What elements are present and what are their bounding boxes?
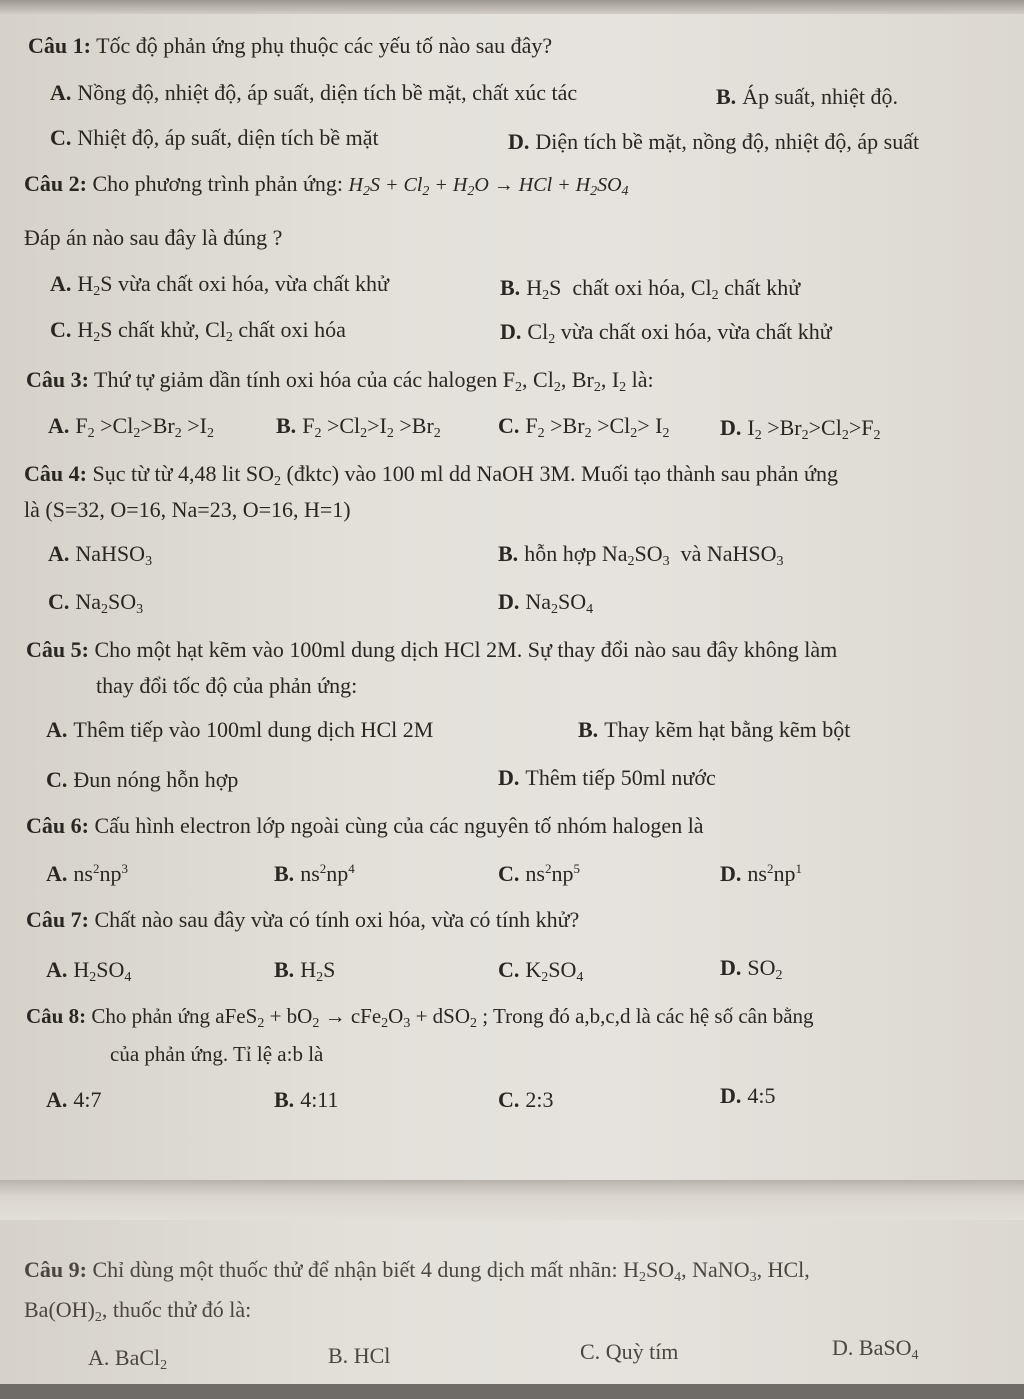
question-8: Câu 8: Cho phản ứng aFeS$_2$ + $bO_2 \to cFe_2O_3 + dSO_2$ ; Trong đó a,b,c,d là các hệ số cân bằng bbox=[26, 1004, 814, 1031]
question-9-option-c: C. Quỳ tím bbox=[580, 1339, 679, 1364]
question-1-text: Tốc độ phản ứng phụ thuộc các yếu tố nào sau đây? bbox=[96, 33, 553, 58]
question-2-subtext: Đáp án nào sau đây là đúng ? bbox=[24, 225, 283, 250]
question-5-option-a: A. Thêm tiếp vào 100ml dung dịch HCl 2M bbox=[46, 717, 434, 742]
question-1-option-c: C. Nhiệt độ, áp suất, diện tích bề mặt bbox=[50, 125, 379, 150]
question-4-option-a: A. NaHSO$_3$ bbox=[48, 541, 153, 569]
question-8-option-a: A. 4:7 bbox=[46, 1087, 102, 1112]
question-3-option-c: C. $F_2 >Br_2 >Cl_2> I_2$ bbox=[498, 413, 670, 441]
question-6-option-c: C. $ns^2np^5$ bbox=[498, 861, 580, 886]
question-9-option-d: D. BaSO$_4$ bbox=[832, 1335, 919, 1363]
question-3-option-b: B. $F_2 >Cl_2>I_2 >Br_2$ bbox=[276, 413, 441, 441]
question-6-option-a: A. $ns^2np^3$ bbox=[46, 861, 128, 886]
question-2-option-c: C. $H_2S$ chất khử, $Cl_2$ chất oxi hóa bbox=[50, 317, 346, 345]
question-5-option-c: C. Đun nóng hỗn hợp bbox=[46, 767, 239, 792]
question-9-line-2: $Ba(OH)_2$, thuốc thử đó là: bbox=[24, 1297, 252, 1325]
question-1-option-b: B. Áp suất, nhiệt độ. bbox=[716, 84, 899, 109]
question-7: Câu 7: Chất nào sau đây vừa có tính oxi hóa, vừa có tính khử? bbox=[26, 907, 580, 932]
question-8-option-b: B. 4:11 bbox=[274, 1087, 339, 1112]
question-1-option-a: A. Nồng độ, nhiệt độ, áp suất, diện tích bề mặt, chất xúc tác bbox=[50, 80, 578, 105]
question-4: Câu 4: Sục từ từ 4,48 lit $SO_2$ (đktc) vào 100 ml dd NaOH 3M. Muối tạo thành sau phản ứng bbox=[24, 461, 838, 489]
question-5-option-d: D. Thêm tiếp 50ml nước bbox=[498, 765, 716, 790]
question-7-option-d: D. $SO_2$ bbox=[720, 955, 783, 983]
question-8-option-d: D. 4:5 bbox=[720, 1083, 776, 1108]
question-9-option-b: B. HCl bbox=[328, 1343, 391, 1368]
question-3-option-d: D. $I_2 >Br_2>Cl_2>F_2$ bbox=[720, 415, 881, 443]
question-9-option-a: A. BaCl$_2$ bbox=[88, 1345, 168, 1373]
question-4-line-2: là (S=32, O=16, Na=23, O=16, H=1) bbox=[24, 497, 351, 522]
question-8-line-2: của phản ứng. Tỉ lệ a:b là bbox=[110, 1042, 324, 1066]
question-3-option-a: A. $F_2 >Cl_2>Br_2 >I_2$ bbox=[48, 413, 214, 441]
question-4-option-b: B. hỗn hợp $Na_2SO_3$ và NaHSO$_3$ bbox=[498, 541, 784, 569]
reaction-equation: $H_2S + Cl_2 + H_2O$ → HCl + $H_2SO_4$ bbox=[348, 174, 629, 199]
question-5-option-b: B. Thay kẽm hạt bằng kẽm bột bbox=[578, 717, 851, 742]
question-7-option-c: C. $K_2SO_4$ bbox=[498, 957, 584, 985]
question-4-option-c: C. $Na_2SO_3$ bbox=[48, 589, 144, 617]
question-1-label: Câu 1: bbox=[28, 33, 91, 58]
question-8-option-c: C. 2:3 bbox=[498, 1087, 554, 1112]
page-divider bbox=[0, 1180, 1024, 1220]
question-6: Câu 6: Cấu hình electron lớp ngoài cùng của các nguyên tố nhóm halogen là bbox=[26, 813, 704, 838]
question-2-option-d: D. $Cl_2$ vừa chất oxi hóa, vừa chất khử bbox=[500, 319, 832, 347]
question-6-option-b: B. $ns^2np^4$ bbox=[274, 861, 355, 886]
bottom-edge bbox=[0, 1384, 1024, 1399]
question-2: Câu 2: Cho phương trình phản ứng: $H_2S + Cl_2 + H_2O$ → HCl + $H_2SO_4$ bbox=[24, 171, 629, 199]
question-2-option-a: A. $H_2S$ vừa chất oxi hóa, vừa chất khử bbox=[50, 271, 389, 299]
question-5: Câu 5: Cho một hạt kẽm vào 100ml dung dịch HCl 2M. Sự thay đổi nào sau đây không làm bbox=[26, 637, 838, 662]
question-9: Câu 9: Chỉ dùng một thuốc thử để nhận biết 4 dung dịch mất nhãn: $H_2SO_4$, NaNO$_3$, HCl, bbox=[24, 1257, 810, 1285]
question-1-option-d: D. Diện tích bề mặt, nồng độ, nhiệt độ, áp suất bbox=[508, 129, 920, 154]
question-2-option-b: B. $H_2S$ chất oxi hóa, $Cl_2$ chất khử bbox=[500, 275, 801, 303]
question-6-option-d: D. $ns^2np^1$ bbox=[720, 861, 802, 886]
question-7-option-a: A. $H_2SO_4$ bbox=[46, 957, 132, 985]
top-edge bbox=[0, 0, 1024, 14]
question-5-line-2: thay đổi tốc độ của phản ứng: bbox=[96, 673, 358, 698]
question-1 bbox=[28, 32, 552, 60]
question-4-option-d: D. $Na_2SO_4$ bbox=[498, 589, 594, 617]
question-7-option-b: B. $H_2S$ bbox=[274, 957, 336, 985]
question-3: Câu 3: Thứ tự giảm dần tính oxi hóa của các halogen $F_2$, $Cl_2$, $Br_2$, $I_2$ là: bbox=[26, 367, 654, 395]
